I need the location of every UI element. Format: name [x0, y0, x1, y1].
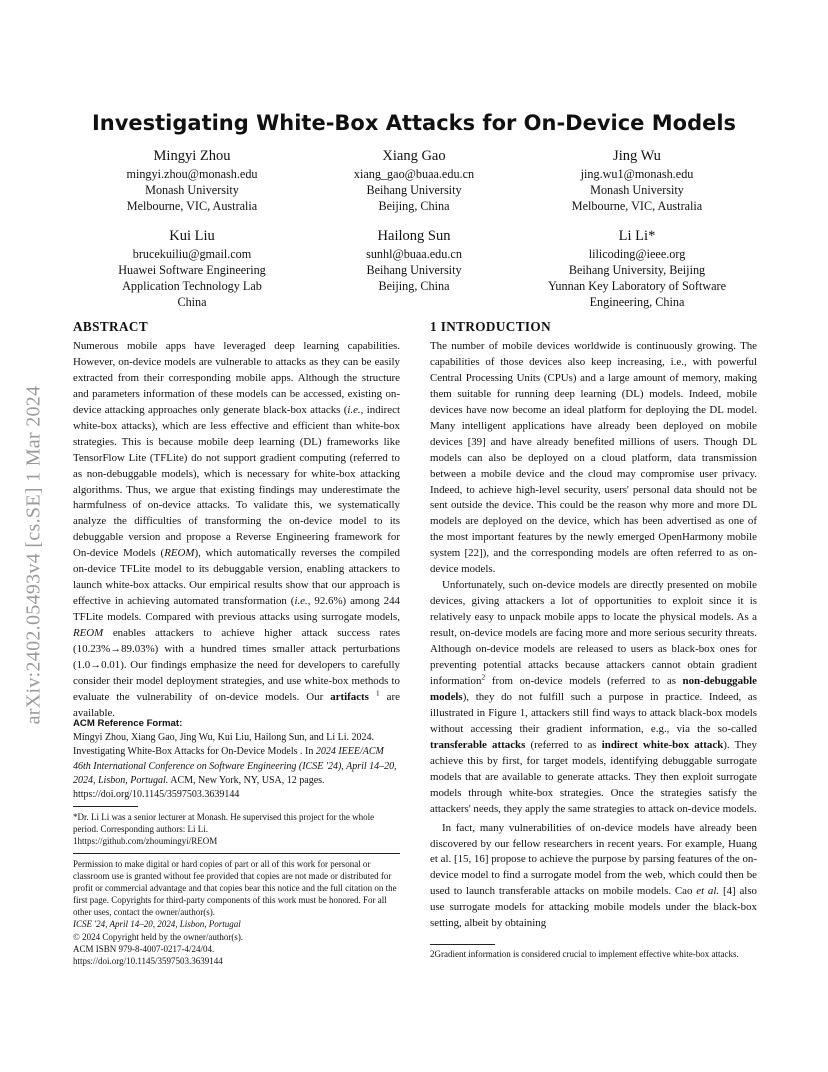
doi-line[interactable]: https://doi.org/10.1145/3597503.3639144: [73, 955, 223, 966]
intro-paragraph: In fact, many vulnerabilities of on-device models have already been discovered by our fellow researchers in recent years. For example, Huang et al. [15, 16] propose to achieve the purpose by parsing features of the on-device model to find a surrogate model from the web, which could then be used to launch transferable attacks on mobile models. Cao et al. [4] also use surrogate models for attacking mobile models under the black-box setting, albeit by obtaining: [430, 821, 758, 930]
author-block: [304, 226, 524, 294]
abstract-heading: ABSTRACT: [73, 319, 149, 334]
footnote: 1https://github.com/zhoumingyi/REOM: [73, 836, 218, 847]
author-name: Li Li*: [618, 228, 656, 244]
author-email: xiang_gao@buaa.edu.cn: [353, 167, 475, 181]
intro-paragraph: Unfortunately, such on-device models are directly presented on mobile devices, giving attackers a lot of opportunities to exploit since it is relatively easy to unpack mobile apps to locate the physical models. As a result, on-device models are facing more and more serious security threats. Although on-device models are released to users as black-box ones for preventing potential attacks because attackers cannot obtain gradient information$^2$ from on-device models (referred to as non-debuggable models), they do not fulfill such a purpose in practice. Indeed, as illustrated in Figure 1, attackers still find ways to attack black-box models without accessing their gradient information, e.g., via the so-called transferable attacks (referred to as indirect white-box attack). They achieve this by first, for target models, identifying debuggable surrogate models that are available to generate attacks. They then exploit surrogate models through white-box strategies. Once the strategies satisfy the attackers' needs, they apply the same strategies to attack on-device models.: [430, 579, 757, 815]
author-location: Beijing, China: [378, 199, 450, 213]
author-name: Kui Liu: [169, 228, 215, 244]
author-affiliation-line2: Yunnan Key Laboratory of Software: [547, 279, 726, 293]
author-location: Melbourne, VIC, Australia: [126, 199, 258, 213]
abstract-section: [73, 319, 400, 722]
author-affiliation: Monash University: [145, 183, 239, 197]
author-location: China: [177, 295, 207, 309]
author-affiliation: Beihang University: [366, 263, 462, 277]
author-block: [304, 146, 524, 214]
footnotes-left: [73, 811, 400, 847]
author-affiliation-line2: Application Technology Lab: [122, 279, 262, 293]
author-email: lilicoding@ieee.org: [588, 247, 686, 261]
author-email: mingyi.zhou@monash.edu: [126, 167, 258, 181]
author-block: [82, 146, 302, 214]
author-location: Engineering, China: [589, 295, 685, 309]
author-name: Jing Wu: [613, 148, 661, 164]
author-email: jing.wu1@monash.edu: [580, 167, 694, 181]
acm-reference-text: Mingyi Zhou, Xiang Gao, Jing Wu, Kui Liu, Hailong Sun, and Li Li. 2024. Investigating White-Box Attacks for On-Device Models . In 2024 IEEE/ACM 46th International Conference on Software Engineering (ICSE '24), April 14–20, 2024, Lisbon, Portugal. ACM, New York, NY, USA, 12 pages. https://doi.org/10.1145/3597503.3639144: [73, 732, 397, 801]
author-name: Mingyi Zhou: [153, 148, 231, 164]
acm-reference-heading: ACM Reference Format:: [73, 718, 183, 729]
copyright-line: © 2024 Copyright held by the owner/author(s).: [73, 931, 244, 942]
author-affiliation: Beihang University, Beijing: [568, 263, 706, 277]
author-block: [510, 226, 764, 310]
footnote-rule: [73, 806, 138, 807]
footnote: *Dr. Li Li was a senior lecturer at Monash. He supervised this project for the whole period. Corresponding authors: Li Li.: [73, 812, 375, 835]
isbn-line: ACM ISBN 979-8-4007-0217-4/24/04.: [73, 943, 215, 954]
author-name: Hailong Sun: [377, 228, 451, 244]
author-block: [82, 226, 302, 310]
author-affiliation: Beihang University: [366, 183, 462, 197]
paper-title: Investigating White-Box Attacks for On-Device Models: [91, 111, 737, 135]
venue-line: ICSE '24, April 14–20, 2024, Lisbon, Portugal: [73, 919, 241, 930]
arxiv-identifier: arXiv:2402.05493v4 [cs.SE] 1 Mar 2024: [22, 385, 45, 725]
author-email: sunhl@buaa.edu.cn: [366, 247, 462, 261]
author-location: Beijing, China: [378, 279, 450, 293]
permission-rule: [73, 853, 400, 854]
footnote-rule: [430, 944, 495, 945]
intro-paragraph: The number of mobile devices worldwide is continuously growing. The capabilities of those devices also keep increasing, i.e., with powerful Central Processing Units (CPUs) and a large amount of memory, making them suitable for running deep learning (DL) models. Indeed, mobile devices have now become an ideal platform for deploying the DL model. Many intelligent applications have already been deployed on mobile devices [39] and have already benefited millions of users. Though DL models can also be deployed on a cloud platform, data transmission between a mobile device and the cloud may compromise user privacy. Indeed, to achieve high-level security, users' personal data should not be sent outside the device. This could be the reason why more and more DL models are deployed on the device, which has been advertised as one of the most important features by the newly emerged OpenHarmony mobile system [22]), and the corresponding models are often referred to as on-device models.: [430, 339, 757, 576]
introduction-section: [430, 319, 757, 932]
abstract-text: Numerous mobile apps have leveraged deep learning capabilities. However, on-device models are vulnerable to attacks as they can be easily extracted from their corresponding mobile apps. Although the structure and parameters information of these models can be accessed, existing on-device attacking approaches only generate black-box attacks (i.e., indirect white-box attacks), which are less effective and efficient than white-box strategies. This is because mobile deep learning (DL) frameworks like TensorFlow Lite (TFLite) do not support gradient computing (referred to as non-debuggable models), which is necessary for white-box attacking algorithms. Thus, we argue that existing findings may underestimate the harmfulness of on-device attacks. To validate this, we systematically analyze the difficulties of transforming the on-device model to its debuggable version and propose a Reverse Engineering framework for On-device Models (REOM), which automatically reverses the compiled on-device TFLite model to its debuggable version, enabling attackers to launch white-box attacks. Our empirical results show that our approach is effective in achieving automated transformation (i.e., 92.6%) among 244 TFLite models. Compared with previous attacks using surrogate models, REOM enables attackers to achieve higher attack success rates (10.23%→89.03%) with a hundred times smaller attack perturbations (1.0→0.01). Our findings emphasize the need for developers to carefully consider their model deployment strategies, and use white-box methods to evaluate the vulnerability of on-device models. Our artifacts $^1$ are available.: [73, 339, 400, 719]
permission-block: [73, 858, 400, 967]
author-name: Xiang Gao: [382, 148, 446, 164]
acm-reference: [73, 717, 400, 802]
introduction-heading: 1 INTRODUCTION: [430, 319, 552, 334]
author-affiliation: Monash University: [590, 183, 684, 197]
author-email: brucekuiliu@gmail.com: [132, 247, 252, 261]
author-location: Melbourne, VIC, Australia: [571, 199, 703, 213]
footnote: 2Gradient information is considered crucial to implement effective white-box attacks.: [430, 949, 739, 959]
author-affiliation: Huawei Software Engineering: [118, 263, 266, 277]
footnote-right: [430, 948, 757, 960]
permission-text: Permission to make digital or hard copies of part or all of this work for personal or classroom use is granted without fee provided that copies are not made or distributed for profit or commercial advantage and that copies bear this notice and the full citation on the first page. Copyrights for third-party components of this work must be honored. For all other uses, contact the owner/author(s).: [73, 859, 397, 918]
author-block: [527, 146, 747, 214]
